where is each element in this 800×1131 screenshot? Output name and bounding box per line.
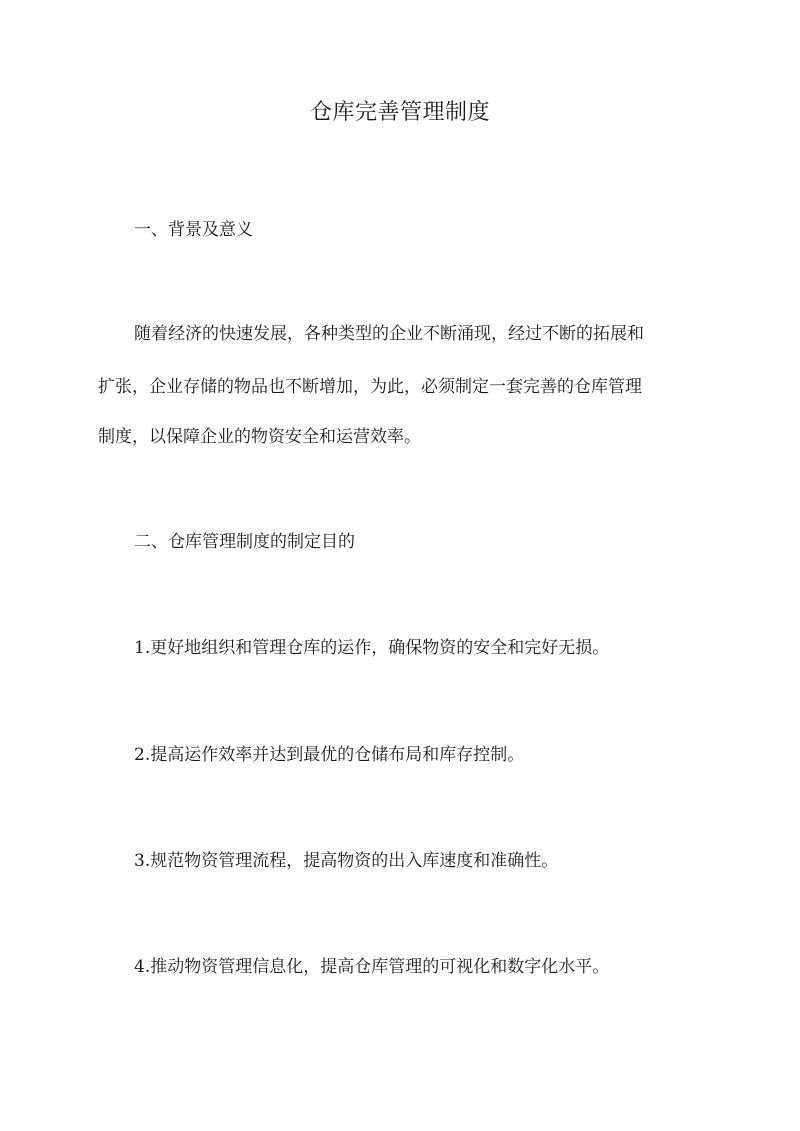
paragraph-line: 扩张，企业存储的物品也不断增加，为此，必须制定一套完善的仓库管理 [98,377,642,397]
paragraph-line: 随着经济的快速发展，各种类型的企业不断涌现，经过不断的拓展和 [134,324,644,344]
list-item: 1.更好地组织和管理仓库的运作，确保物资的安全和完好无损。 [134,638,610,658]
paragraph-line: 制度，以保障企业的物资安全和运营效率。 [98,427,421,447]
list-item: 3.规范物资管理流程，提高物资的出入库速度和准确性。 [134,851,559,871]
section-heading-background: 一、背景及意义 [134,220,253,240]
section-heading-purpose: 二、仓库管理制度的制定目的 [134,532,355,552]
document-title: 仓库完善管理制度 [309,100,490,125]
list-item: 4.推动物资管理信息化，提高仓库管理的可视化和数字化水平。 [134,957,610,977]
list-item: 2.提高运作效率并达到最优的仓储布局和库存控制。 [134,745,525,765]
